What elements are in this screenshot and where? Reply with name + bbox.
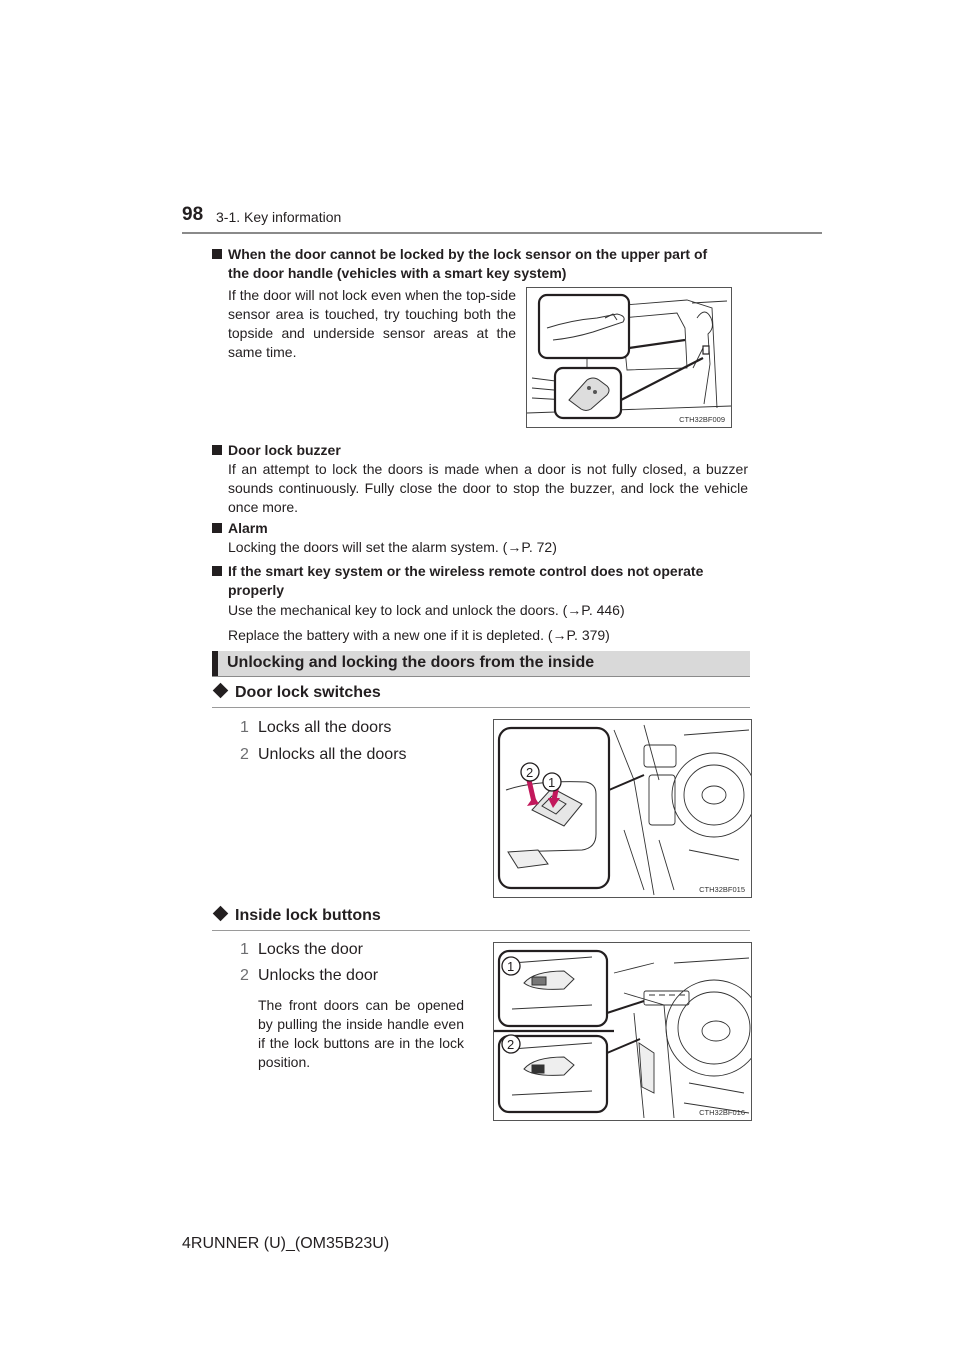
diamond-bullet-icon xyxy=(213,683,229,699)
section-title: 3-1. Key information xyxy=(216,209,342,225)
inside-lock-note: The front doors can be opened by pulling the inside handle even if the lock buttons are in the lock position. xyxy=(258,997,464,1070)
list-item: 1 Locks the door xyxy=(240,941,363,958)
subheading-door-lock-switches: Door lock switches xyxy=(212,684,381,702)
list-item: 1 Locks all the doors xyxy=(240,719,392,736)
figure-code: CTH32BF009 xyxy=(679,415,725,424)
figure-door-lock-switches xyxy=(493,719,752,898)
callout-label: 2 xyxy=(526,765,534,780)
list-item: 2 Unlocks all the doors xyxy=(240,746,407,763)
note-buzzer-title: Door lock buzzer xyxy=(212,441,341,460)
note-buzzer-text: If an attempt to lock the doors is made when a door is not fully closed, a buzzer sounds continuously. Fully close the door to stop the buzzer, and lock the vehicle once more. xyxy=(228,461,748,515)
note-alarm-title: Alarm xyxy=(212,519,268,538)
subheading-rule xyxy=(212,707,750,708)
note-malfunction-text-1: Use the mechanical key to lock and unlock the doors. (→P. 446) xyxy=(228,602,625,618)
diamond-bullet-icon xyxy=(213,906,229,922)
square-bullet-icon xyxy=(212,566,222,576)
callout-label: 1 xyxy=(548,775,556,790)
list-item: 2 Unlocks the door xyxy=(240,967,379,984)
square-bullet-icon xyxy=(212,445,222,455)
section-heading: Unlocking and locking the doors from the inside xyxy=(212,651,750,676)
figure-code: CTH32BF016 xyxy=(699,1108,745,1117)
subheading-rule xyxy=(212,930,750,931)
square-bullet-icon xyxy=(212,523,222,533)
header-rule xyxy=(182,232,822,234)
note-malfunction-text-2: Replace the battery with a new one if it is depleted. (→P. 379) xyxy=(228,627,610,643)
figure-inside-lock-buttons xyxy=(493,942,752,1121)
subheading-inside-lock-buttons: Inside lock buttons xyxy=(212,907,381,925)
note-smart-key-title: When the door cannot be locked by the lock sensor on the upper part of the door handle (vehicles with a smart key system) xyxy=(212,245,752,283)
callout-label: 2 xyxy=(507,1037,515,1052)
figure-code: CTH32BF015 xyxy=(699,885,745,894)
page-number: 98 xyxy=(182,204,204,225)
footer-model-code: 4RUNNER (U)_(OM35B23U) xyxy=(182,1235,390,1252)
figure-smart-key-touch xyxy=(526,287,732,428)
note-smart-key-text: If the door will not lock even when the top-side sensor area is touched, try touching both the topside and underside sensor areas at the same time. xyxy=(228,287,516,360)
note-alarm-text: Locking the doors will set the alarm system. (→P. 72) xyxy=(228,539,557,555)
section-heading-rule xyxy=(212,676,750,677)
note-malfunction-title: If the smart key system or the wireless remote control does not operate properly xyxy=(212,562,752,600)
callout-label: 1 xyxy=(507,959,515,974)
square-bullet-icon xyxy=(212,249,222,259)
